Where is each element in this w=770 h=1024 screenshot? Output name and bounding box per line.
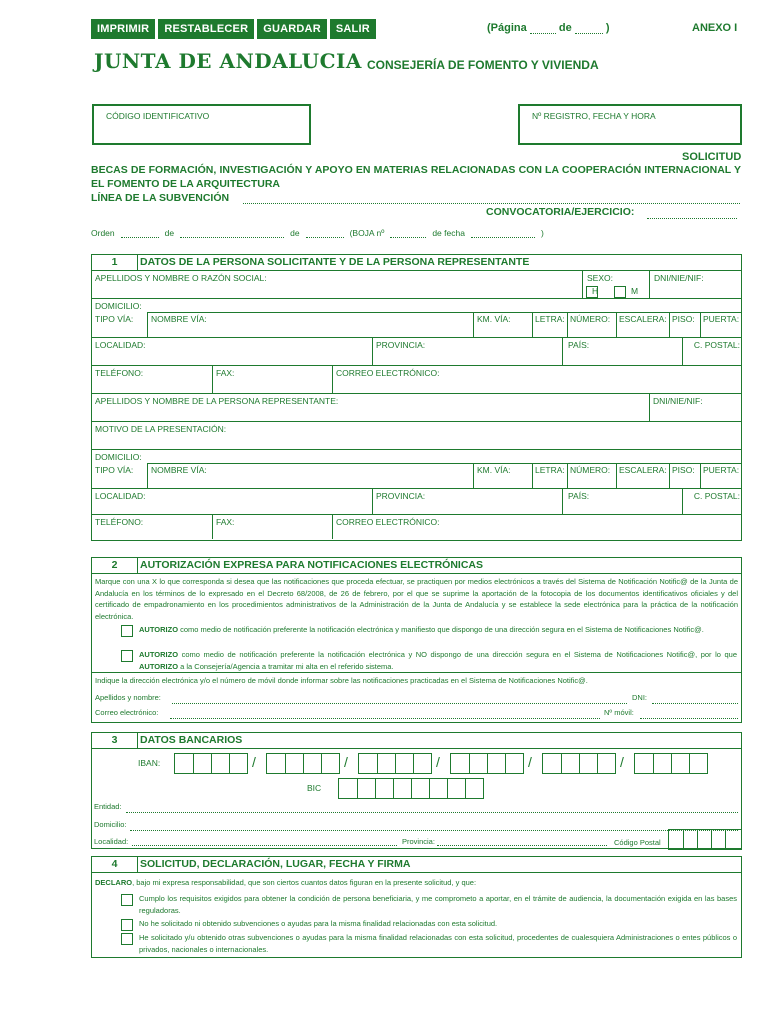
sexo-h-checkbox[interactable]	[586, 286, 598, 298]
escalera-label: ESCALERA:	[619, 314, 667, 324]
pais-cell-2[interactable]	[562, 489, 683, 514]
section-2-intro: Marque con una X lo que corresponda si desea que las notificaciones que proceda efectuar, se practiquen por medios electrónicos a través del Sistema de Notificación Notific@ de la Junta de Andalucía en los términos de lo expresado en el Decreto 68/2008, de 26 de febrero, por el que se suprime la aportación de la fotocopia de los documentos identificativos oficiales y del certificado de empadronamiento en los procedimientos administrativos de la Administración de la Junta de Andalucía y se establece la sede electrónica para la práctica de la notificación electrónica.	[95, 577, 738, 621]
localidad-label-2: LOCALIDAD:	[95, 491, 146, 501]
motivo-label: MOTIVO DE LA PRESENTACIÓN:	[95, 424, 227, 434]
boja-label: (BOJA nº	[349, 228, 385, 238]
codigo-identificativo-box	[92, 104, 311, 145]
row-telefono-2	[92, 515, 741, 539]
numero-cell-2[interactable]	[567, 463, 617, 488]
nombrevia-label-2: NOMBRE VÍA:	[151, 465, 207, 475]
section-4-header	[92, 857, 741, 873]
puerta-cell[interactable]	[700, 312, 742, 337]
autorizo-1-text	[139, 624, 737, 636]
numero-label: NÚMERO:	[570, 314, 611, 324]
row-representante[interactable]	[92, 394, 741, 422]
fecha-label: de fecha	[432, 228, 465, 238]
apnom-field[interactable]	[172, 703, 627, 704]
nombrevia-label: NOMBRE VÍA:	[151, 314, 207, 324]
numero-cell[interactable]	[567, 312, 617, 337]
convocatoria-label: CONVOCATORIA/EJERCICIO:	[486, 206, 635, 218]
provincia-label-2: PROVINCIA:	[376, 491, 426, 501]
orden-line	[91, 228, 544, 238]
bic-label: BIC	[307, 783, 322, 793]
salir-button[interactable]: SALIR	[330, 19, 376, 39]
row-telefono	[92, 366, 741, 394]
correo-label-2: CORREO ELECTRÓNICO:	[336, 517, 440, 527]
iban-slash-3: /	[436, 754, 440, 770]
localidad-bank-field[interactable]	[132, 845, 397, 846]
section-3-title: DATOS BANCARIOS	[140, 734, 243, 746]
section-4-number: 4	[92, 857, 138, 872]
apnom-label: Apellidos y nombre:	[95, 693, 161, 702]
km-label-2: KM. VÍA:	[477, 465, 511, 475]
section-1-title: DATOS DE LA PERSONA SOLICITANTE Y DE LA PERSONA REPRESENTANTE	[140, 256, 530, 268]
provincia-bank-label: Provincia:	[402, 837, 435, 846]
provincia-label: PROVINCIA:	[376, 340, 426, 350]
section-4-title: SOLICITUD, DECLARACIÓN, LUGAR, FECHA Y FIRMA	[140, 858, 411, 870]
piso-label: PISO:	[672, 314, 695, 324]
domicilio-bank-label: Domicilio:	[94, 820, 127, 829]
tipovia-label-2: TIPO VÍA:	[95, 465, 134, 475]
movil-label: Nº móvil:	[604, 708, 634, 717]
codigo-label: CÓDIGO IDENTIFICATIVO	[106, 111, 210, 121]
de2-label: de	[290, 228, 300, 238]
iban-slash-2: /	[344, 754, 348, 770]
iban-group-4[interactable]	[450, 753, 524, 774]
boja-field[interactable]	[390, 237, 426, 238]
de-label: de	[558, 22, 572, 34]
row-motivo[interactable]	[92, 422, 741, 450]
iban-group-2[interactable]	[266, 753, 340, 774]
toolbar	[91, 19, 376, 39]
iban-slash-1: /	[252, 754, 256, 770]
piso-cell[interactable]	[669, 312, 700, 337]
nombrevia-cell[interactable]	[147, 312, 473, 337]
autorizo-2-text	[139, 649, 737, 672]
domicilio-bank-field[interactable]	[130, 830, 738, 831]
de1-label: de	[164, 228, 175, 238]
correo-cell-2[interactable]	[332, 515, 742, 539]
orden-label: Orden	[91, 228, 115, 238]
localidad-label: LOCALIDAD:	[95, 340, 146, 350]
provincia-cell-2[interactable]	[372, 489, 563, 514]
iban-slash-5: /	[620, 754, 624, 770]
piso-cell-2[interactable]	[669, 463, 700, 488]
section-2-title: AUTORIZACIÓN EXPRESA PARA NOTIFICACIONES ELECTRÓNICAS	[140, 559, 484, 571]
he-solicitado-checkbox[interactable]	[121, 933, 133, 945]
solicitud-label: SOLICITUD	[682, 151, 742, 163]
escalera-cell-2[interactable]	[616, 463, 670, 488]
cpostal-label: C. POSTAL:	[693, 340, 740, 350]
section-2-header	[92, 558, 741, 574]
km-cell[interactable]	[473, 312, 532, 337]
section-3	[91, 732, 742, 849]
escalera-label-2: ESCALERA:	[619, 465, 667, 475]
autorizo-1-checkbox[interactable]	[121, 625, 133, 637]
localidad-bank-label: Localidad:	[94, 837, 129, 846]
fecha-field[interactable]	[471, 237, 535, 238]
telefono-label: TELÉFONO:	[95, 368, 144, 378]
anexo-label: ANEXO I	[692, 22, 738, 34]
linea-field[interactable]	[243, 203, 740, 204]
correo-label-s2: Correo electrónico:	[95, 708, 159, 717]
puerta-label-2: PUERTA:	[703, 465, 740, 475]
no-solicitado-checkbox[interactable]	[121, 919, 133, 931]
movil-field[interactable]	[640, 718, 738, 719]
dni-field-s2[interactable]	[652, 703, 738, 704]
puerta-label: PUERTA:	[703, 314, 740, 324]
close-paren: )	[605, 22, 610, 34]
sexo-m-label: M	[631, 286, 639, 296]
fax-label-2: FAX:	[216, 517, 235, 527]
fax-label: FAX:	[216, 368, 235, 378]
correo-cell[interactable]	[332, 366, 742, 393]
sexo-cell	[582, 271, 650, 298]
close-paren-2: )	[540, 228, 544, 238]
pais-cell[interactable]	[562, 338, 683, 365]
convocatoria	[486, 206, 634, 218]
section-3-number: 3	[92, 733, 138, 748]
section-2	[91, 557, 742, 723]
puerta-cell-2[interactable]	[700, 463, 742, 488]
logo: JUNTA DE ANDALUCIA	[94, 49, 362, 73]
apellidos-label: APELLIDOS Y NOMBRE O RAZÓN SOCIAL:	[95, 273, 267, 283]
provincia-cell[interactable]	[372, 338, 563, 365]
km-cell-2[interactable]	[473, 463, 532, 488]
indique-text: Indique la dirección electrónica y/o el número de móvil donde informar sobre las notificaciones practicadas en el Sistema de Notificaciones Notific@.	[95, 676, 588, 685]
cpostal-label-2: C. POSTAL:	[693, 491, 740, 501]
he-solicitado-text: He solicitado y/u obtenido otras subvenciones o ayudas para la misma finalidad relacionadas con esta solicitud, procedentes de cualesquiera Administraciones o entes públicos o privados, nacionales o internacionales.	[139, 933, 737, 954]
pagina-label: (Página	[487, 22, 527, 34]
dni-label-s2: DNI:	[632, 693, 647, 702]
row-domicilio	[92, 299, 741, 338]
fax-cell[interactable]	[212, 366, 333, 393]
row-apellidos[interactable]	[92, 271, 741, 299]
autorizo-2-bold-2: AUTORIZO	[139, 661, 179, 671]
iban-label: IBAN:	[138, 758, 161, 768]
entidad-label: Entidad:	[94, 802, 122, 811]
letra-cell-2[interactable]	[532, 463, 568, 488]
iban-group-5[interactable]	[542, 753, 616, 774]
convocatoria-field[interactable]	[647, 218, 737, 219]
km-label: KM. VÍA:	[477, 314, 511, 324]
linea-subvencion	[91, 192, 229, 204]
autorizo-1-bold: AUTORIZO	[139, 625, 179, 634]
orden-date-field[interactable]	[180, 237, 284, 238]
page-indicator	[487, 22, 610, 34]
piso-label-2: PISO:	[672, 465, 695, 475]
domicilio-label-2: DOMICILIO:	[95, 452, 142, 462]
fax-cell-2[interactable]	[212, 515, 333, 539]
orden-field[interactable]	[121, 237, 159, 238]
telefono-label-2: TELÉFONO:	[95, 517, 144, 527]
autorizo-2-bold: AUTORIZO	[139, 650, 179, 659]
autorizo-1-rest: como medio de notificación preferente la notificación electrónica y manifiesto que dispongo de una dirección segura en el Sistema de Notificaciones Notific@.	[178, 625, 704, 634]
iban-slash-4: /	[528, 754, 532, 770]
section-1	[91, 254, 742, 541]
declaro-rest: , bajo mi expresa responsabilidad, que son ciertos cuantos datos figuran en la presente solicitud, y que:	[132, 878, 477, 887]
bic-boxes[interactable]	[338, 778, 484, 799]
iban-group-3[interactable]	[358, 753, 432, 774]
cumplo-checkbox[interactable]	[121, 894, 133, 906]
section-3-header	[92, 733, 741, 749]
linea-label: LÍNEA DE LA SUBVENCIÓN	[91, 192, 230, 204]
nombrevia-cell-2[interactable]	[147, 463, 473, 488]
declaro-text	[95, 877, 738, 889]
row-localidad-2	[92, 489, 741, 515]
section-2-number: 2	[92, 558, 138, 573]
row-domicilio-2	[92, 450, 741, 489]
numero-label-2: NÚMERO:	[570, 465, 611, 475]
section-1-number: 1	[92, 255, 138, 270]
sexo-h-label: H	[592, 286, 599, 296]
dnirep-label: DNI/NIE/NIF:	[653, 396, 703, 406]
row-localidad	[92, 338, 741, 366]
guardar-button[interactable]: GUARDAR	[257, 19, 327, 39]
cpostal-bank-label: Código Postal	[614, 838, 661, 847]
restablecer-button[interactable]: RESTABLECER	[158, 19, 254, 39]
sexo-label: SEXO:	[587, 273, 613, 283]
registro-box	[518, 104, 742, 145]
cumplo-text: Cumplo los requisitos exigidos para obtener la condición de persona beneficiaria, y me comprometo a aportar, en el trámite de audiencia, la documentación exigida en las bases reguladoras.	[139, 894, 737, 915]
entidad-field[interactable]	[126, 812, 738, 813]
tipovia-label: TIPO VÍA:	[95, 314, 134, 324]
dnirep-cell[interactable]	[649, 394, 742, 421]
pagina-field[interactable]	[530, 33, 556, 34]
imprimir-button[interactable]: IMPRIMIR	[91, 19, 155, 39]
iban-group-1[interactable]	[174, 753, 248, 774]
letra-label-2: LETRA:	[535, 465, 565, 475]
sexo-m-checkbox[interactable]	[614, 286, 626, 298]
form-title: BECAS DE FORMACIÓN, INVESTIGACIÓN Y APOYO EN MATERIAS RELACIONADAS CON LA COOPERACIÓN INTERNACIONAL Y EL FOMENTO DE LA ARQUITECTURA	[91, 164, 741, 190]
letra-cell[interactable]	[532, 312, 568, 337]
declaro-bold: DECLARO	[95, 878, 133, 887]
domicilio-label: DOMICILIO:	[95, 301, 142, 311]
autorizo-2-checkbox[interactable]	[121, 650, 133, 662]
orden-year-field[interactable]	[306, 237, 344, 238]
consejeria-title: CONSEJERÍA DE FOMENTO Y VIVIENDA	[367, 58, 599, 72]
iban-group-6[interactable]	[634, 753, 708, 774]
dni-label: DNI/NIE/NIF:	[654, 273, 704, 283]
pais-label: PAÍS:	[568, 340, 590, 350]
pais-label-2: PAÍS:	[568, 491, 590, 501]
autorizo-2-rest: como medio de notificación preferente la notificación electrónica y NO dispongo de una dirección segura en el Sistema de Notificaciones Notific@, por lo que	[178, 650, 737, 659]
section-1-header	[92, 255, 741, 271]
cpostal-cell[interactable]	[682, 338, 742, 365]
correo-field-s2[interactable]	[170, 718, 600, 719]
provincia-bank-field[interactable]	[437, 845, 607, 846]
correo-label: CORREO ELECTRÓNICO:	[336, 368, 440, 378]
cpostal-boxes[interactable]	[668, 829, 742, 850]
letra-label: LETRA:	[535, 314, 565, 324]
registro-label: Nº REGISTRO, FECHA Y HORA	[532, 111, 656, 121]
autorizo-2-end: a la Consejería/Agencia a tramitar mi alta en el referido sistema.	[178, 661, 394, 671]
escalera-cell[interactable]	[616, 312, 670, 337]
section-4	[91, 856, 742, 958]
aprep-label: APELLIDOS Y NOMBRE DE LA PERSONA REPRESENTANTE:	[95, 396, 339, 406]
total-pages-field[interactable]	[575, 33, 603, 34]
cpostal-cell-2[interactable]	[682, 489, 742, 514]
no-solicitado-text: No he solicitado ni obtenido subvenciones o ayudas para la misma finalidad relacionadas con esta solicitud.	[139, 919, 498, 928]
dni-cell[interactable]	[649, 271, 742, 298]
